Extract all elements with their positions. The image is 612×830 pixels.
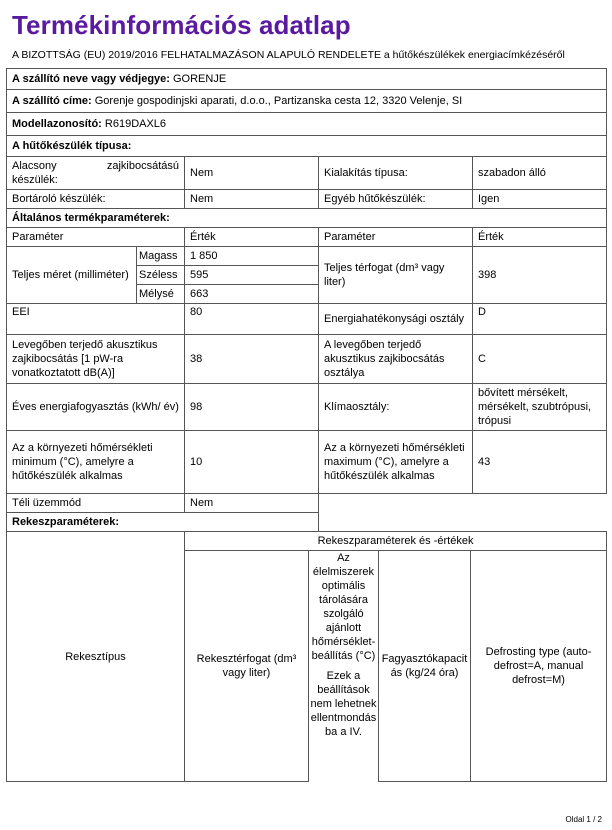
compartment-table xyxy=(6,531,607,782)
annual-energy-value: 98 xyxy=(185,384,319,431)
compartment-group-header: Rekeszparaméterek és -értékek xyxy=(185,532,607,551)
datasheet-table xyxy=(6,68,607,532)
compartment-group-row xyxy=(7,532,607,551)
compartment-volume-header: Rekesztérfogat (dm³ vagy liter) xyxy=(185,551,309,782)
dims-row xyxy=(7,247,607,266)
other-appliance-value: Igen xyxy=(473,190,607,209)
noise-value: 38 xyxy=(185,335,319,384)
recommended-temp-header xyxy=(309,551,379,782)
total-volume-value: 398 xyxy=(473,247,607,304)
supplier-name-value: GORENJE xyxy=(173,73,227,85)
defrost-type-header: Defrosting type (auto-defrost=A, manual defrost=M) xyxy=(471,551,607,782)
dim-width-value: 595 xyxy=(185,266,319,285)
recommended-temp-text: Az élelmiszerek optimális tárolására szolgáló ajánlott hőmérséklet-beállítás (°C) xyxy=(311,552,376,662)
appliance-type-heading-row xyxy=(7,136,607,157)
low-noise-label: Alacsony zajkibocsátású készülék: xyxy=(7,157,185,190)
value-header-2: Érték xyxy=(473,228,607,247)
eei-row xyxy=(7,304,607,335)
dim-depth-label: Mélysé xyxy=(137,285,185,304)
dim-width-label: Széless xyxy=(137,266,185,285)
max-temp-label: Az a környezeti hőmérsékleti maximum (°C), amelyre a hűtőkészülék alkalmas xyxy=(319,431,473,494)
min-temp-value: 10 xyxy=(185,431,319,494)
energy-class-label: Energiahatékonysági osztály xyxy=(319,304,473,335)
climate-class-value: bővített mérsékelt, mérsékelt, szubtrópusi, trópusi xyxy=(473,384,607,431)
compartment-type-header: Rekesztípus xyxy=(7,532,185,782)
page-title: Termékinformációs adatlap xyxy=(12,10,351,40)
appliance-type-row xyxy=(7,190,607,209)
other-appliance-label: Egyéb hűtőkészülék: xyxy=(319,190,473,209)
supplier-address-value: Gorenje gospodinjski aparati, d.o.o., Partizanska cesta 12, 3320 Velenje, SI xyxy=(94,95,463,107)
design-type-label: Kialakítás típusa: xyxy=(319,157,473,190)
energy-row xyxy=(7,384,607,431)
model-id-label: Modellazonosító: xyxy=(12,118,102,130)
freezing-capacity-header: Fagyasztókapacitás (kg/24 óra) xyxy=(379,551,471,782)
max-temp-value: 43 xyxy=(473,431,607,494)
compartment-heading-empty xyxy=(319,513,607,532)
general-heading-row xyxy=(7,209,607,228)
winter-mode-label: Téli üzemmód xyxy=(7,494,185,513)
noise-class-label: A levegőben terjedő akusztikus zajkibocsátás osztálya xyxy=(319,335,473,384)
design-type-value: szabadon álló xyxy=(473,157,607,190)
dims-label: Teljes méret (milliméter) xyxy=(7,247,137,304)
param-header: Paraméter xyxy=(7,228,185,247)
noise-label: Levegőben terjedő akusztikus zajkibocsátás [1 pW-ra vonatkoztatott dB(A)] xyxy=(7,335,185,384)
general-heading: Általános termékparaméterek: xyxy=(7,209,607,228)
datasheet-page xyxy=(6,8,606,782)
winter-mode-empty xyxy=(319,494,607,513)
energy-class-value: D xyxy=(473,304,607,335)
winter-mode-row xyxy=(7,494,607,513)
low-noise-value: Nem xyxy=(185,157,319,190)
param-header-2: Paraméter xyxy=(319,228,473,247)
supplier-name-row xyxy=(7,69,607,90)
regulation-subtitle: A BIZOTTSÁG (EU) 2019/2016 FELHATALMAZÁSON ALAPULÓ RENDELETE a hűtőkészülékek energiacímkézéséről xyxy=(12,49,565,61)
supplier-address-row xyxy=(7,90,607,113)
total-volume-label: Teljes térfogat (dm³ vagy liter) xyxy=(319,247,473,304)
eei-label: EEI xyxy=(7,304,185,335)
noise-class-value: C xyxy=(473,335,607,384)
annual-energy-label: Éves energiafogyasztás (kWh/ év) xyxy=(7,384,185,431)
value-header: Érték xyxy=(185,228,319,247)
min-temp-label: Az a környezeti hőmérsékleti minimum (°C), amelyre a hűtőkészülék alkalmas xyxy=(7,431,185,494)
settings-note-text: Ezek a beállítások nem lehetnek ellentmondásba a IV. xyxy=(310,670,377,738)
page-number: Oldal 1 / 2 xyxy=(565,815,602,824)
eei-value: 80 xyxy=(185,304,319,335)
temperature-row xyxy=(7,431,607,494)
compartment-heading-row xyxy=(7,513,607,532)
dim-height-value: 1 850 xyxy=(185,247,319,266)
wine-storage-value: Nem xyxy=(185,190,319,209)
climate-class-label: Klímaosztály: xyxy=(319,384,473,431)
winter-mode-value: Nem xyxy=(185,494,319,513)
wine-storage-label: Bortároló készülék: xyxy=(7,190,185,209)
appliance-type-row xyxy=(7,157,607,190)
appliance-type-heading: A hűtőkészülék típusa: xyxy=(7,136,607,157)
general-header-row xyxy=(7,228,607,247)
supplier-address-label: A szállító címe: xyxy=(12,95,92,107)
compartment-heading: Rekeszparaméterek: xyxy=(7,513,319,532)
model-id-value: R619DAXL6 xyxy=(104,118,167,130)
dim-height-label: Magass xyxy=(137,247,185,266)
model-id-row xyxy=(7,113,607,136)
supplier-name-label: A szállító neve vagy védjegye: xyxy=(12,73,170,85)
noise-row xyxy=(7,335,607,384)
dim-depth-value: 663 xyxy=(185,285,319,304)
